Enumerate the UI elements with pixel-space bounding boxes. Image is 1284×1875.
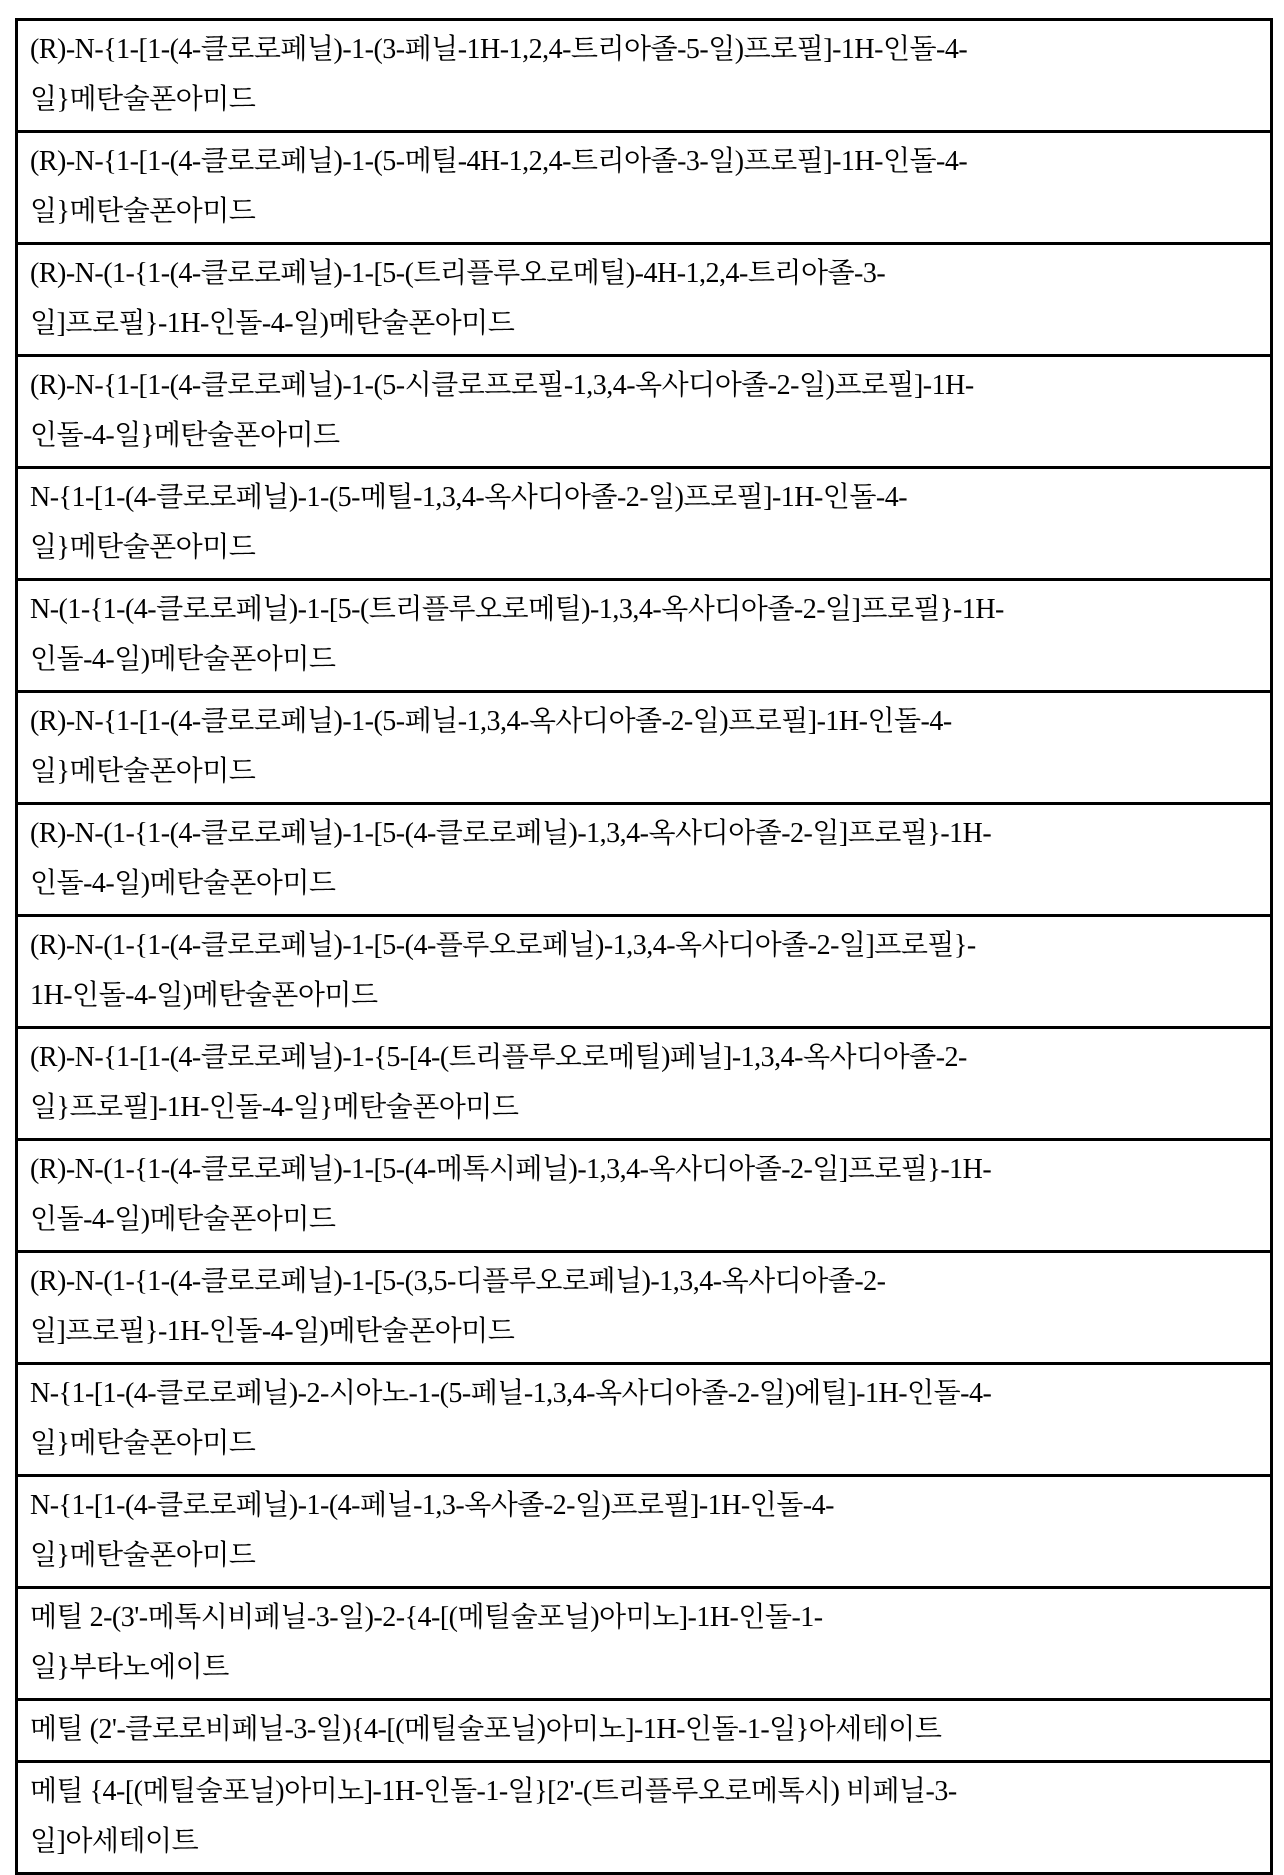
- compound-name-line: 일}메탄술폰아미드: [30, 523, 1258, 573]
- compound-name-line: (R)-N-(1-{1-(4-클로로페닐)-1-[5-(4-플루오로페닐)-1,3,4-옥사디아졸-2-일]프로필}-: [30, 921, 1258, 971]
- compound-name-cell: [17, 916, 1272, 1028]
- compound-name-line: (R)-N-(1-{1-(4-클로로페닐)-1-[5-(트리플루오로메틸)-4H-1,2,4-트리아졸-3-: [30, 249, 1258, 299]
- compound-name-line: 일}메탄술폰아미드: [30, 187, 1258, 237]
- table-row: [17, 1476, 1272, 1588]
- compound-name-cell: [17, 1700, 1272, 1762]
- compound-name-cell: [17, 468, 1272, 580]
- table-row: [17, 1700, 1272, 1762]
- compound-name-line: (R)-N-{1-[1-(4-클로로페닐)-1-(5-페닐-1,3,4-옥사디아졸-2-일)프로필]-1H-인돌-4-: [30, 697, 1258, 747]
- compound-name-line: 일}메탄술폰아미드: [30, 1419, 1258, 1469]
- compound-name-line: (R)-N-(1-{1-(4-클로로페닐)-1-[5-(3,5-디플루오로페닐)-1,3,4-옥사디아졸-2-: [30, 1257, 1258, 1307]
- compound-name-line: (R)-N-{1-[1-(4-클로로페닐)-1-{5-[4-(트리플루오로메틸)페닐]-1,3,4-옥사디아졸-2-: [30, 1033, 1258, 1083]
- compound-name-line: 일]프로필}-1H-인돌-4-일)메탄술폰아미드: [30, 299, 1258, 349]
- table-row: [17, 1364, 1272, 1476]
- table-row: [17, 1028, 1272, 1140]
- compound-name-line: N-(1-{1-(4-클로로페닐)-1-[5-(트리플루오로메틸)-1,3,4-옥사디아졸-2-일]프로필}-1H-: [30, 585, 1258, 635]
- compound-name-line: 메틸 (2'-클로로비페닐-3-일){4-[(메틸술포닐)아미노]-1H-인돌-1-일}아세테이트: [30, 1705, 1258, 1755]
- compound-name-line: N-{1-[1-(4-클로로페닐)-1-(5-메틸-1,3,4-옥사디아졸-2-일)프로필]-1H-인돌-4-: [30, 473, 1258, 523]
- compound-name-line: 인돌-4-일)메탄술폰아미드: [30, 859, 1258, 909]
- compound-name-cell: [17, 804, 1272, 916]
- table-row: [17, 468, 1272, 580]
- compound-name-cell: [17, 20, 1272, 132]
- compound-name-cell: [17, 1028, 1272, 1140]
- table-row: [17, 804, 1272, 916]
- table-row: [17, 1588, 1272, 1700]
- compound-name-line: (R)-N-(1-{1-(4-클로로페닐)-1-[5-(4-메톡시페닐)-1,3,4-옥사디아졸-2-일]프로필}-1H-: [30, 1145, 1258, 1195]
- table-row: [17, 1252, 1272, 1364]
- table-row: [17, 1762, 1272, 1874]
- compound-name-line: 일]프로필}-1H-인돌-4-일)메탄술폰아미드: [30, 1307, 1258, 1357]
- compound-name-line: 인돌-4-일)메탄술폰아미드: [30, 1195, 1258, 1245]
- table-row: [17, 916, 1272, 1028]
- compound-name-line: (R)-N-{1-[1-(4-클로로페닐)-1-(5-메틸-4H-1,2,4-트리아졸-3-일)프로필]-1H-인돌-4-: [30, 137, 1258, 187]
- table-row: [17, 692, 1272, 804]
- compound-name-line: 메틸 {4-[(메틸술포닐)아미노]-1H-인돌-1-일}[2'-(트리플루오로메톡시) 비페닐-3-: [30, 1767, 1258, 1817]
- compound-name-line: (R)-N-{1-[1-(4-클로로페닐)-1-(5-시클로프로필-1,3,4-옥사디아졸-2-일)프로필]-1H-: [30, 361, 1258, 411]
- compound-name-line: 인돌-4-일)메탄술폰아미드: [30, 635, 1258, 685]
- compound-name-cell: [17, 580, 1272, 692]
- table-row: [17, 20, 1272, 132]
- compound-name-cell: [17, 1140, 1272, 1252]
- compound-name-line: 일}부타노에이트: [30, 1643, 1258, 1693]
- compound-name-cell: [17, 356, 1272, 468]
- table-row: [17, 132, 1272, 244]
- compound-name-cell: [17, 1762, 1272, 1874]
- table-row: [17, 244, 1272, 356]
- compound-name-line: 일]아세테이트: [30, 1817, 1258, 1867]
- compound-name-line: 일}메탄술폰아미드: [30, 75, 1258, 125]
- compound-name-cell: [17, 244, 1272, 356]
- compound-name-cell: [17, 1364, 1272, 1476]
- table-row: [17, 580, 1272, 692]
- compound-name-line: 일}메탄술폰아미드: [30, 747, 1258, 797]
- compound-name-line: 1H-인돌-4-일)메탄술폰아미드: [30, 971, 1258, 1021]
- compound-table: [15, 18, 1273, 1875]
- compound-name-line: (R)-N-{1-[1-(4-클로로페닐)-1-(3-페닐-1H-1,2,4-트리아졸-5-일)프로필]-1H-인돌-4-: [30, 25, 1258, 75]
- table-row: [17, 356, 1272, 468]
- compound-name-cell: [17, 1588, 1272, 1700]
- compound-name-cell: [17, 132, 1272, 244]
- compound-name-line: N-{1-[1-(4-클로로페닐)-2-시아노-1-(5-페닐-1,3,4-옥사디아졸-2-일)에틸]-1H-인돌-4-: [30, 1369, 1258, 1419]
- compound-name-line: 일}프로필]-1H-인돌-4-일}메탄술폰아미드: [30, 1083, 1258, 1133]
- compound-name-cell: [17, 1252, 1272, 1364]
- compound-name-line: 인돌-4-일}메탄술폰아미드: [30, 411, 1258, 461]
- compound-name-line: N-{1-[1-(4-클로로페닐)-1-(4-페닐-1,3-옥사졸-2-일)프로필]-1H-인돌-4-: [30, 1481, 1258, 1531]
- table-row: [17, 1140, 1272, 1252]
- compound-name-cell: [17, 692, 1272, 804]
- compound-name-line: 일}메탄술폰아미드: [30, 1531, 1258, 1581]
- compound-name-line: (R)-N-(1-{1-(4-클로로페닐)-1-[5-(4-클로로페닐)-1,3,4-옥사디아졸-2-일]프로필}-1H-: [30, 809, 1258, 859]
- compound-name-line: 메틸 2-(3'-메톡시비페닐-3-일)-2-{4-[(메틸술포닐)아미노]-1H-인돌-1-: [30, 1593, 1258, 1643]
- compound-name-cell: [17, 1476, 1272, 1588]
